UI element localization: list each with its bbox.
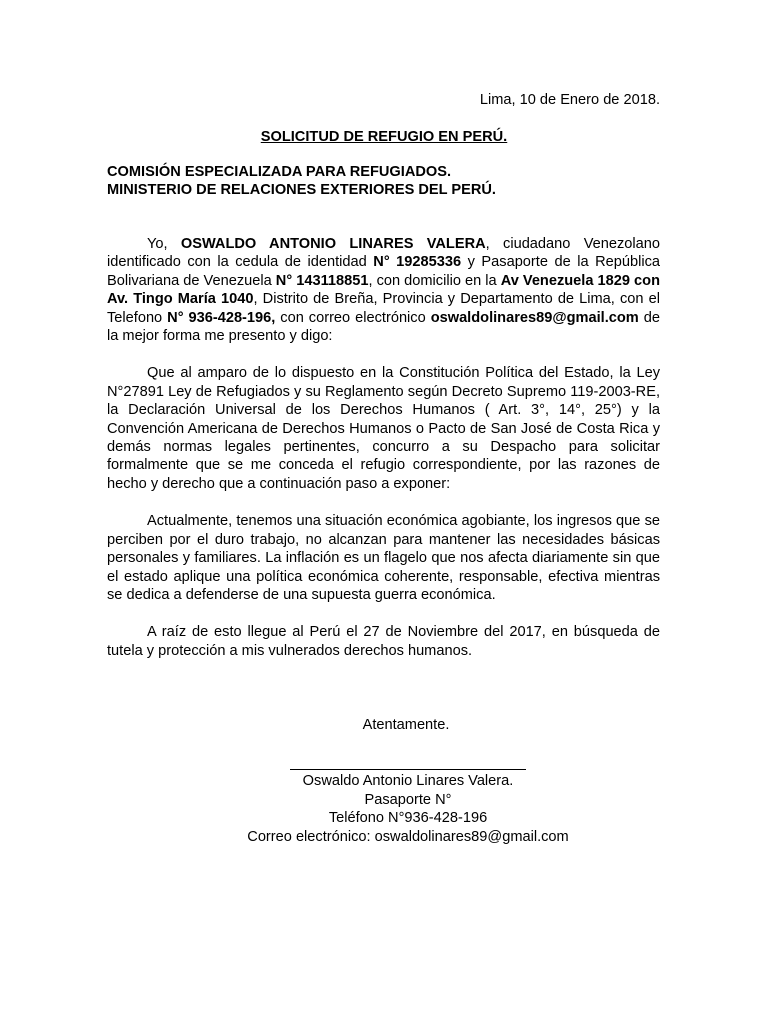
recipient-ministry: MINISTERIO DE RELACIONES EXTERIORES DEL PERÚ. bbox=[107, 181, 496, 198]
signature-email: Correo electrónico: oswaldolinares89@gmail.com bbox=[247, 828, 569, 845]
intro-text-5: , Distrito de Breña, Provincia y Departamento de Lima, con el Telefono bbox=[107, 291, 660, 326]
intro-text-6: con correo electrónico bbox=[275, 309, 431, 326]
phone-number: N° 936-428-196, bbox=[167, 309, 276, 326]
recipient-commission: COMISIÓN ESPECIALIZADA PARA REFUGIADOS. bbox=[107, 164, 452, 180]
signature-name: Oswaldo Antonio Linares Valera. bbox=[302, 773, 514, 789]
letter-body bbox=[107, 235, 660, 679]
intro-text-4: , con domicilio en la bbox=[368, 272, 501, 289]
home-address: Av Venezuela 1829 con Av. Tingo María 1040 bbox=[107, 272, 660, 308]
document-title: SOLICITUD DE REFUGIO EN PERÚ. bbox=[260, 129, 508, 145]
id-number: N° 19285336 bbox=[373, 254, 462, 271]
signature-phone: Teléfono N°936-428-196 bbox=[328, 810, 488, 827]
place-date: Lima, 10 de Enero de 2018. bbox=[479, 92, 660, 108]
intro-text-7: de la mejor forma me presento y digo: bbox=[107, 309, 660, 345]
legal-basis-paragraph: Que al amparo de lo dispuesto en la Constitución Política del Estado, la Ley N°27891 Ley de Refugiados y su Reglamento según Decreto Supremo 119-2003-RE, la Declaración Universal de los Derechos Humanos ( Art. 3°, 14°, 25°) y la Convención Americana de Derechos Humanos o Pacto de San José de Costa Rica y demás normas legales pertinentes, concurro a su Despacho para solicitar formalmente que se me conceda el refugio correspondiente, por las razones de hecho y derecho que a continuación paso a exponer: bbox=[107, 365, 660, 492]
situation-paragraph: Actualmente, tenemos una situación económica agobiante, los ingresos que se perciben por el duro trabajo, no alcanzan para mantener las necesidades básicas personales y familiares. La inflación es un flagelo que nos afecta diariamente sin que el estado aplique una política económica coherente, responsable, efectiva mientras se dedica a defenderse de una supuesta guerra económica. bbox=[107, 513, 660, 603]
signature-passport: Pasaporte N° bbox=[364, 791, 452, 808]
email-address: oswaldolinares89@gmail.com bbox=[430, 309, 639, 326]
arrival-paragraph: A raíz de esto llegue al Perú el 27 de Noviembre del 2017, en búsqueda de tutela y protección a mis vulnerados derechos humanos. bbox=[107, 624, 660, 659]
intro-paragraph bbox=[107, 235, 660, 345]
intro-text-3: y Pasaporte de la República Bolivariana de Venezuela bbox=[107, 254, 660, 289]
recipient-block bbox=[107, 164, 496, 199]
passport-number: N° 143118851 bbox=[275, 272, 369, 289]
intro-text-1: Yo, bbox=[147, 236, 181, 252]
closing-salutation: Atentamente. bbox=[362, 717, 450, 733]
intro-text-2: , ciudadano Venezolano identificado con la cedula de identidad bbox=[107, 236, 660, 271]
signature-block bbox=[228, 769, 588, 846]
applicant-name: OSWALDO ANTONIO LINARES VALERA bbox=[180, 236, 486, 252]
signature-line bbox=[290, 769, 526, 770]
